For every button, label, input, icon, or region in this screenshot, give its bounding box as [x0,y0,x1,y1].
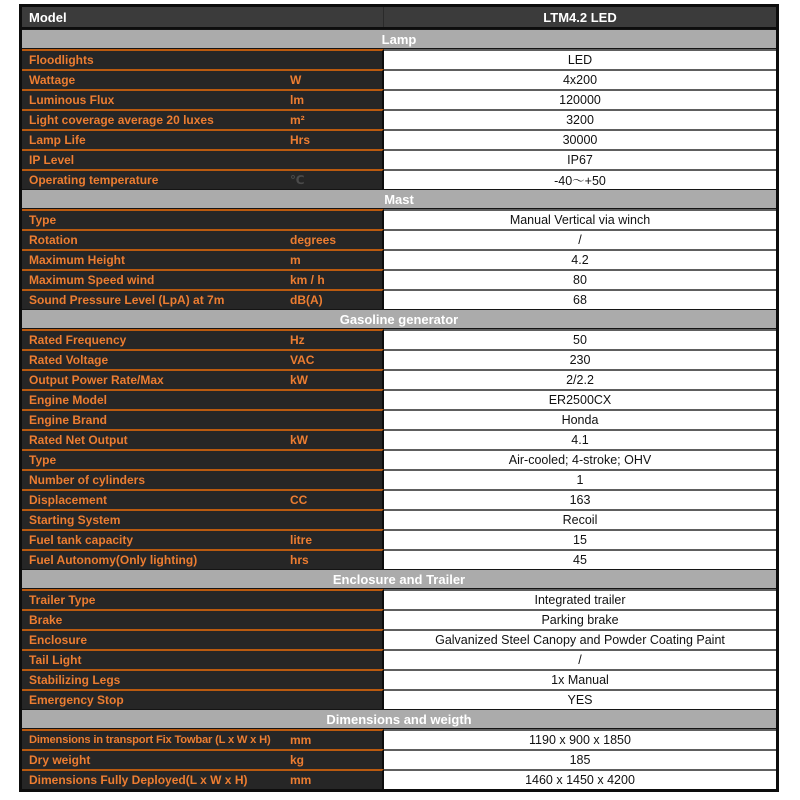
spec-label-cell [22,749,384,769]
spec-label-cell [22,89,384,109]
spec-label-cell [22,389,384,409]
spec-value-cell [384,269,776,289]
spec-row-fuel-autonomy-only-lighting [22,549,776,569]
section-title: Mast [384,191,414,207]
spec-unit: mm [290,773,312,787]
spec-label-cell [22,49,384,69]
spec-label-cell [22,769,384,789]
spec-label-cell [22,149,384,169]
section-header-enclosure-and-trailer [22,569,776,589]
spec-value-cell [384,689,776,709]
spec-value-cell [384,649,776,669]
spec-label-cell [22,69,384,89]
spec-value: 1x Manual [551,673,609,687]
spec-label: Light coverage average 20 luxes [29,113,214,127]
spec-value-cell [384,549,776,569]
spec-value: -40～+50 [554,174,606,188]
spec-row-rated-voltage [22,349,776,369]
spec-unit: kW [290,433,308,447]
spec-label-cell [22,489,384,509]
spec-value: Manual Vertical via winch [509,213,651,227]
spec-row-maximum-height [22,249,776,269]
spec-value-cell [384,469,776,489]
spec-label: Rotation [29,233,78,247]
spec-value-cell [384,589,776,609]
spec-label-cell [22,289,384,309]
spec-value: 120000 [559,93,601,107]
spec-value: 68 [573,293,587,307]
section-header-dimensions-and-weigth [22,709,776,729]
spec-row-emergency-stop [22,689,776,709]
section-header-gasoline-generator [22,309,776,329]
section-title: Enclosure and Trailer [332,571,466,587]
spec-label: Type [29,453,57,467]
spec-row-rated-frequency [22,329,776,349]
spec-table-body [22,29,776,789]
spec-row-starting-system [22,509,776,529]
spec-label: Sound Pressure Level (LpA) at 7m [29,293,225,307]
spec-label: Rated Net Output [29,433,128,447]
spec-label: Starting System [29,513,121,527]
spec-unit: hrs [290,553,309,567]
spec-row-lamp-life [22,129,776,149]
spec-unit: mm [290,733,312,747]
spec-value-cell [384,429,776,449]
spec-value: 30000 [562,133,598,147]
spec-value-cell [384,769,776,789]
spec-value-cell [384,449,776,469]
spec-value: YES [567,693,593,707]
spec-label-cell [22,629,384,649]
spec-unit: W [290,73,302,87]
spec-row-trailer-type [22,589,776,609]
spec-row-output-power-rate-max [22,369,776,389]
section-title: Gasoline generator [339,311,459,327]
spec-label: Wattage [29,73,76,87]
spec-label-cell [22,109,384,129]
section-header-lamp [22,29,776,49]
spec-label: Dimensions Fully Deployed(L x W x H) [29,773,248,787]
spec-label: Fuel tank capacity [29,533,134,547]
spec-label: Output Power Rate/Max [29,373,164,387]
spec-value-cell [384,349,776,369]
spec-row-ip-level [22,149,776,169]
spec-value-cell [384,629,776,649]
model-label: Model [29,9,67,25]
spec-label-cell [22,249,384,269]
spec-value-cell [384,249,776,269]
spec-row-rated-net-output [22,429,776,449]
spec-label-cell [22,669,384,689]
section-title: Dimensions and weigth [326,711,472,727]
spec-label: Brake [29,613,63,627]
spec-label-cell [22,529,384,549]
spec-row-light-coverage-average-20-luxes [22,109,776,129]
spec-label: Engine Brand [29,413,108,427]
spec-value-cell [384,89,776,109]
spec-row-sound-pressure-level-lpa-at-7m [22,289,776,309]
spec-value-cell [384,69,776,89]
spec-label-cell [22,269,384,289]
spec-value-cell [384,509,776,529]
spec-value-cell [384,169,776,189]
spec-label: Fuel Autonomy(Only lighting) [29,553,198,567]
spec-row-dimensions-in-transport-fix-towbar-l-x-w-x-h [22,729,776,749]
spec-value: 15 [573,533,587,547]
spec-value: 1190 x 900 x 1850 [529,733,631,747]
spec-unit: CC [290,493,308,507]
spec-label-cell [22,129,384,149]
spec-row-engine-brand [22,409,776,429]
spec-value: LED [567,53,593,67]
spec-unit: lm [290,93,305,107]
spec-unit: ℃ [290,173,305,187]
spec-value-cell [384,749,776,769]
spec-value: 230 [569,353,591,367]
spec-label: Trailer Type [29,593,96,607]
spec-label: Displacement [29,493,108,507]
model-label-cell [22,7,384,27]
spec-value-cell [384,529,776,549]
section-header-mast [22,189,776,209]
spec-value-cell [384,489,776,509]
spec-value: 4x200 [562,73,598,87]
spec-label: Type [29,213,57,227]
spec-value-cell [384,149,776,169]
spec-label-cell [22,649,384,669]
spec-value: 3200 [566,113,594,127]
spec-label-cell [22,229,384,249]
spec-row-brake [22,609,776,629]
spec-label: Luminous Flux [29,93,115,107]
spec-row-engine-model [22,389,776,409]
spec-row-displacement [22,489,776,509]
spec-value-cell [384,229,776,249]
spec-label-cell [22,429,384,449]
spec-row-dry-weight [22,749,776,769]
spec-label: Rated Frequency [29,333,127,347]
spec-unit: kW [290,373,308,387]
spec-label-cell [22,509,384,529]
spec-row-enclosure [22,629,776,649]
spec-value-cell [384,109,776,129]
spec-row-tail-light [22,649,776,669]
spec-row-type [22,209,776,229]
spec-row-operating-temperature [22,169,776,189]
spec-value: Recoil [562,513,598,527]
spec-value: 4.1 [571,433,589,447]
spec-value: Parking brake [541,613,619,627]
spec-value: 4.2 [571,253,589,267]
spec-unit: dB(A) [290,293,323,307]
spec-label-cell [22,329,384,349]
spec-label-cell [22,169,384,189]
spec-label: Enclosure [29,633,88,647]
spec-label: Dry weight [29,753,91,767]
spec-unit: litre [290,533,313,547]
spec-row-maximum-speed-wind [22,269,776,289]
spec-label-cell [22,449,384,469]
spec-label-cell [22,469,384,489]
spec-value-cell [384,669,776,689]
spec-row-stabilizing-legs [22,669,776,689]
spec-label-cell [22,209,384,229]
spec-label: Tail Light [29,653,82,667]
spec-label: IP Level [29,153,75,167]
spec-value-cell [384,49,776,69]
spec-value-cell [384,329,776,349]
spec-value: ER2500CX [548,393,612,407]
spec-label-cell [22,349,384,369]
spec-value-cell [384,209,776,229]
spec-value: Galvanized Steel Canopy and Powder Coating Paint [435,633,725,647]
spec-row-fuel-tank-capacity [22,529,776,549]
spec-value: Integrated trailer [534,593,626,607]
spec-unit: m² [290,113,305,127]
spec-row-rotation [22,229,776,249]
spec-label: Engine Model [29,393,107,407]
model-value: LTM4.2 LED [543,9,617,25]
spec-label-cell [22,609,384,629]
spec-value: 1460 x 1450 x 4200 [525,773,635,787]
spec-value: / [578,653,582,667]
spec-label-cell [22,589,384,609]
model-value-cell [384,7,776,27]
spec-label: Stabilizing Legs [29,673,121,687]
spec-value: 50 [573,333,587,347]
spec-unit: km / h [290,273,325,287]
spec-label-cell [22,369,384,389]
spec-unit: VAC [290,353,315,367]
spec-value: 1 [576,473,584,487]
spec-value: Air-cooled; 4-stroke; OHV [508,453,652,467]
spec-label-cell [22,549,384,569]
spec-value: 2/2.2 [566,373,594,387]
spec-value: 80 [573,273,587,287]
spec-label: Number of cylinders [29,473,146,487]
spec-label: Lamp Life [29,133,86,147]
spec-label: Emergency Stop [29,693,124,707]
spec-value: 45 [573,553,587,567]
spec-row-type [22,449,776,469]
spec-row-number-of-cylinders [22,469,776,489]
section-title: Lamp [381,31,417,47]
spec-table [19,4,779,792]
spec-label: Operating temperature [29,173,159,187]
spec-row-luminous-flux [22,89,776,109]
spec-label-cell [22,409,384,429]
spec-label: Maximum Height [29,253,126,267]
spec-row-dimensions-fully-deployed-l-x-w-x-h [22,769,776,789]
spec-row-floodlights [22,49,776,69]
spec-unit: degrees [290,233,337,247]
spec-value-cell [384,609,776,629]
spec-unit: kg [290,753,305,767]
spec-value: IP67 [567,153,593,167]
spec-label: Floodlights [29,53,94,67]
spec-value: / [578,233,582,247]
spec-unit: Hz [290,333,305,347]
spec-value-cell [384,129,776,149]
spec-label-cell [22,729,384,749]
spec-value-cell [384,409,776,429]
spec-label-cell [22,689,384,709]
spec-unit: m [290,253,301,267]
spec-row-wattage [22,69,776,89]
spec-value-cell [384,369,776,389]
spec-value: Honda [561,413,599,427]
spec-label: Maximum Speed wind [29,273,155,287]
spec-value: 163 [569,493,591,507]
spec-value: 185 [569,753,591,767]
spec-value-cell [384,389,776,409]
spec-label: Dimensions in transport Fix Towbar (L x W x H) [29,734,271,746]
spec-label: Rated Voltage [29,353,109,367]
spec-value-cell [384,289,776,309]
spec-unit: Hrs [290,133,311,147]
spec-value-cell [384,729,776,749]
model-header-row [22,7,776,29]
